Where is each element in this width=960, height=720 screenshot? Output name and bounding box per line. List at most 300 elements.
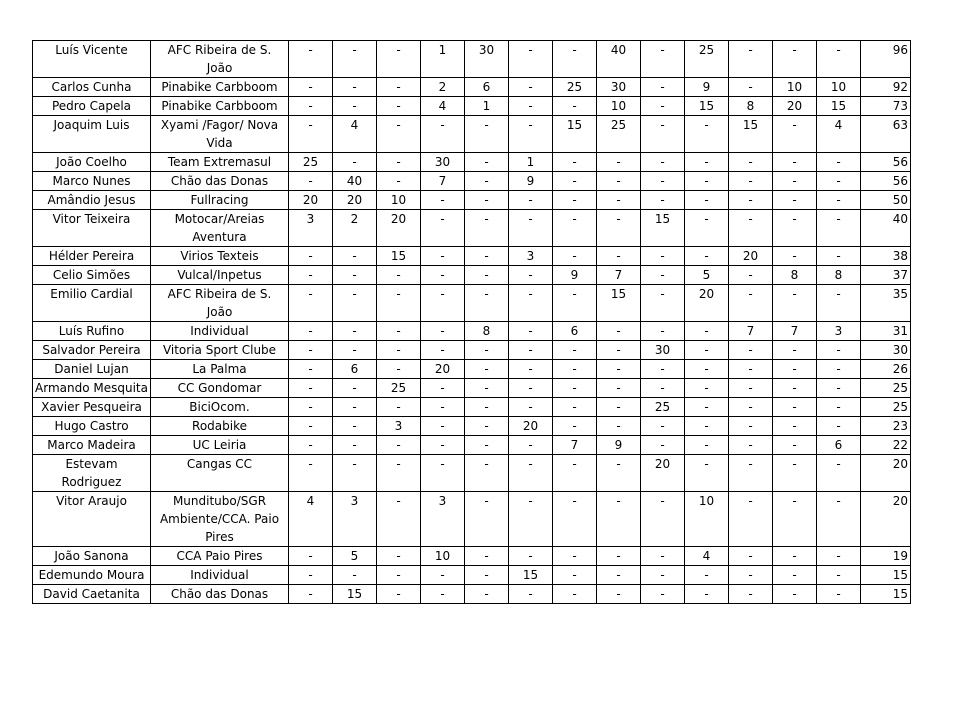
table-row: [33, 97, 911, 116]
points-cell: 40: [597, 41, 641, 78]
points-cell: -: [817, 398, 861, 417]
rider-name-cell: Luís Vicente: [33, 41, 151, 78]
points-cell: -: [333, 398, 377, 417]
points-cell: -: [289, 41, 333, 78]
points-cell: 7: [553, 436, 597, 455]
points-cell: -: [729, 41, 773, 78]
points-cell: -: [289, 436, 333, 455]
table-row: [33, 585, 911, 604]
points-cell: -: [641, 436, 685, 455]
team-cell: Rodabike: [151, 417, 289, 436]
table-row: [33, 417, 911, 436]
points-cell: -: [509, 360, 553, 379]
points-cell: 10: [773, 78, 817, 97]
rider-name-cell: Daniel Lujan: [33, 360, 151, 379]
points-cell: -: [685, 398, 729, 417]
table-row: [33, 78, 911, 97]
total-cell: 15: [861, 585, 911, 604]
points-cell: -: [597, 566, 641, 585]
team-cell: Individual: [151, 322, 289, 341]
points-cell: -: [773, 417, 817, 436]
points-cell: -: [465, 585, 509, 604]
rider-name-cell: Edemundo Moura: [33, 566, 151, 585]
points-cell: -: [641, 41, 685, 78]
points-cell: -: [465, 247, 509, 266]
points-cell: -: [289, 116, 333, 153]
points-cell: 10: [817, 78, 861, 97]
total-cell: 25: [861, 398, 911, 417]
points-cell: -: [773, 41, 817, 78]
points-cell: -: [465, 116, 509, 153]
rider-name-cell: Marco Madeira: [33, 436, 151, 455]
points-cell: 40: [333, 172, 377, 191]
points-cell: -: [685, 341, 729, 360]
total-cell: 73: [861, 97, 911, 116]
points-cell: -: [773, 285, 817, 322]
points-cell: -: [597, 547, 641, 566]
points-cell: 10: [377, 191, 421, 210]
points-cell: 1: [509, 153, 553, 172]
team-cell: Virios Texteis: [151, 247, 289, 266]
team-cell: Pinabike Carbboom: [151, 97, 289, 116]
table-body: [33, 41, 911, 604]
points-cell: -: [597, 247, 641, 266]
points-cell: -: [553, 341, 597, 360]
points-cell: -: [729, 436, 773, 455]
team-cell: Chão das Donas: [151, 585, 289, 604]
points-cell: -: [641, 153, 685, 172]
points-cell: -: [729, 455, 773, 492]
points-cell: -: [729, 191, 773, 210]
points-cell: 10: [421, 547, 465, 566]
points-cell: -: [597, 153, 641, 172]
table-row: [33, 341, 911, 360]
total-cell: 35: [861, 285, 911, 322]
points-cell: -: [509, 322, 553, 341]
rider-name-cell: Joaquim Luis: [33, 116, 151, 153]
points-cell: -: [597, 341, 641, 360]
team-cell: Vulcal/Inpetus: [151, 266, 289, 285]
points-cell: 25: [553, 78, 597, 97]
rider-name-cell: Emilio Cardial: [33, 285, 151, 322]
points-cell: -: [641, 266, 685, 285]
total-cell: 23: [861, 417, 911, 436]
points-cell: -: [553, 210, 597, 247]
rider-name-cell: Hélder Pereira: [33, 247, 151, 266]
points-cell: -: [465, 153, 509, 172]
points-cell: -: [421, 341, 465, 360]
points-cell: -: [641, 78, 685, 97]
table-row: [33, 398, 911, 417]
table-row: [33, 547, 911, 566]
points-cell: -: [773, 379, 817, 398]
table-row: [33, 266, 911, 285]
points-cell: -: [421, 417, 465, 436]
points-cell: -: [377, 436, 421, 455]
total-cell: 25: [861, 379, 911, 398]
team-cell: Munditubo/SGR Ambiente/CCA. Paio Pires: [151, 492, 289, 547]
table-row: [33, 322, 911, 341]
points-cell: -: [421, 455, 465, 492]
points-cell: -: [685, 360, 729, 379]
points-cell: 15: [377, 247, 421, 266]
points-cell: 10: [597, 97, 641, 116]
team-cell: CCA Paio Pires: [151, 547, 289, 566]
points-cell: -: [729, 172, 773, 191]
points-cell: -: [729, 341, 773, 360]
points-cell: -: [465, 455, 509, 492]
points-cell: -: [333, 322, 377, 341]
points-cell: -: [553, 566, 597, 585]
points-cell: 8: [773, 266, 817, 285]
points-cell: -: [289, 266, 333, 285]
points-cell: -: [685, 116, 729, 153]
table-row: [33, 566, 911, 585]
points-cell: -: [333, 285, 377, 322]
points-cell: 7: [773, 322, 817, 341]
points-cell: -: [333, 153, 377, 172]
points-cell: -: [597, 172, 641, 191]
points-cell: -: [817, 172, 861, 191]
points-cell: 20: [773, 97, 817, 116]
points-cell: 9: [553, 266, 597, 285]
table-row: [33, 436, 911, 455]
results-table: [32, 40, 911, 604]
points-cell: -: [685, 455, 729, 492]
points-cell: 2: [333, 210, 377, 247]
points-cell: 20: [333, 191, 377, 210]
points-cell: -: [509, 41, 553, 78]
total-cell: 31: [861, 322, 911, 341]
points-cell: -: [377, 547, 421, 566]
points-cell: -: [773, 210, 817, 247]
points-cell: -: [817, 153, 861, 172]
points-cell: -: [377, 285, 421, 322]
points-cell: -: [641, 566, 685, 585]
points-cell: -: [465, 417, 509, 436]
points-cell: 3: [509, 247, 553, 266]
points-cell: -: [421, 266, 465, 285]
points-cell: 9: [597, 436, 641, 455]
points-cell: 25: [289, 153, 333, 172]
total-cell: 56: [861, 153, 911, 172]
points-cell: -: [685, 585, 729, 604]
points-cell: -: [333, 247, 377, 266]
points-cell: 3: [421, 492, 465, 547]
points-cell: -: [289, 379, 333, 398]
points-cell: -: [465, 436, 509, 455]
rider-name-cell: Vitor Teixeira: [33, 210, 151, 247]
points-cell: -: [817, 566, 861, 585]
points-cell: 20: [289, 191, 333, 210]
team-cell: AFC Ribeira de S. João: [151, 41, 289, 78]
points-cell: -: [817, 210, 861, 247]
points-cell: -: [553, 417, 597, 436]
points-cell: -: [553, 285, 597, 322]
points-cell: -: [289, 398, 333, 417]
points-cell: -: [773, 172, 817, 191]
points-cell: 15: [553, 116, 597, 153]
points-cell: 20: [377, 210, 421, 247]
points-cell: -: [333, 566, 377, 585]
table-row: [33, 153, 911, 172]
points-cell: -: [289, 547, 333, 566]
points-cell: -: [553, 172, 597, 191]
points-cell: 4: [685, 547, 729, 566]
points-cell: 4: [333, 116, 377, 153]
total-cell: 50: [861, 191, 911, 210]
points-cell: -: [421, 322, 465, 341]
points-cell: -: [377, 116, 421, 153]
total-cell: 15: [861, 566, 911, 585]
points-cell: -: [377, 41, 421, 78]
points-cell: -: [509, 97, 553, 116]
points-cell: -: [641, 116, 685, 153]
points-cell: -: [729, 266, 773, 285]
points-cell: -: [553, 41, 597, 78]
points-cell: -: [377, 153, 421, 172]
rider-name-cell: Xavier Pesqueira: [33, 398, 151, 417]
points-cell: -: [465, 547, 509, 566]
total-cell: 56: [861, 172, 911, 191]
points-cell: 6: [817, 436, 861, 455]
points-cell: -: [465, 360, 509, 379]
points-cell: -: [377, 455, 421, 492]
team-cell: BiciOcom.: [151, 398, 289, 417]
points-cell: 30: [597, 78, 641, 97]
points-cell: -: [509, 116, 553, 153]
points-cell: 4: [421, 97, 465, 116]
points-cell: -: [377, 172, 421, 191]
points-cell: -: [509, 585, 553, 604]
points-cell: -: [773, 360, 817, 379]
points-cell: -: [509, 436, 553, 455]
points-cell: -: [553, 191, 597, 210]
points-cell: -: [333, 379, 377, 398]
points-cell: -: [333, 266, 377, 285]
total-cell: 38: [861, 247, 911, 266]
points-cell: -: [641, 417, 685, 436]
points-cell: -: [333, 341, 377, 360]
points-cell: -: [289, 247, 333, 266]
points-cell: 6: [465, 78, 509, 97]
points-cell: -: [465, 285, 509, 322]
points-cell: 6: [333, 360, 377, 379]
table-row: [33, 116, 911, 153]
points-cell: -: [509, 285, 553, 322]
rider-name-cell: Estevam Rodriguez: [33, 455, 151, 492]
points-cell: -: [509, 78, 553, 97]
points-cell: 20: [685, 285, 729, 322]
points-cell: -: [421, 398, 465, 417]
rider-name-cell: João Coelho: [33, 153, 151, 172]
points-cell: 3: [333, 492, 377, 547]
points-cell: -: [421, 210, 465, 247]
points-cell: -: [553, 398, 597, 417]
team-cell: Xyami /Fagor/ Nova Vida: [151, 116, 289, 153]
points-cell: 30: [641, 341, 685, 360]
points-cell: -: [509, 398, 553, 417]
points-cell: 3: [817, 322, 861, 341]
points-cell: -: [553, 153, 597, 172]
points-cell: -: [773, 436, 817, 455]
points-cell: -: [685, 436, 729, 455]
points-cell: 15: [729, 116, 773, 153]
points-cell: 7: [597, 266, 641, 285]
points-cell: -: [817, 360, 861, 379]
points-cell: -: [289, 585, 333, 604]
table-row: [33, 455, 911, 492]
points-cell: -: [641, 191, 685, 210]
points-cell: -: [465, 191, 509, 210]
rider-name-cell: Luís Rufino: [33, 322, 151, 341]
table-row: [33, 379, 911, 398]
points-cell: -: [685, 172, 729, 191]
table-row: [33, 247, 911, 266]
points-cell: -: [377, 360, 421, 379]
points-cell: 20: [509, 417, 553, 436]
points-cell: 7: [421, 172, 465, 191]
points-cell: -: [641, 285, 685, 322]
points-cell: -: [817, 285, 861, 322]
points-cell: -: [729, 398, 773, 417]
points-cell: -: [509, 266, 553, 285]
points-cell: -: [553, 379, 597, 398]
points-cell: -: [421, 191, 465, 210]
points-cell: -: [377, 492, 421, 547]
points-cell: -: [817, 455, 861, 492]
points-cell: -: [421, 436, 465, 455]
team-cell: Pinabike Carbboom: [151, 78, 289, 97]
points-cell: -: [773, 116, 817, 153]
points-cell: -: [597, 379, 641, 398]
points-cell: -: [597, 585, 641, 604]
points-cell: -: [641, 547, 685, 566]
points-cell: -: [509, 341, 553, 360]
points-cell: -: [597, 492, 641, 547]
points-cell: -: [465, 379, 509, 398]
points-cell: -: [553, 97, 597, 116]
points-cell: -: [333, 417, 377, 436]
points-cell: -: [817, 247, 861, 266]
rider-name-cell: Amândio Jesus: [33, 191, 151, 210]
rider-name-cell: David Caetanita: [33, 585, 151, 604]
points-cell: -: [773, 455, 817, 492]
points-cell: -: [773, 247, 817, 266]
table-row: [33, 172, 911, 191]
rider-name-cell: Armando Mesquita: [33, 379, 151, 398]
points-cell: -: [553, 455, 597, 492]
points-cell: -: [685, 322, 729, 341]
total-cell: 92: [861, 78, 911, 97]
points-cell: -: [509, 210, 553, 247]
points-cell: -: [465, 398, 509, 417]
points-cell: -: [773, 398, 817, 417]
points-cell: 8: [465, 322, 509, 341]
points-cell: -: [773, 585, 817, 604]
points-cell: 9: [685, 78, 729, 97]
points-cell: 3: [289, 210, 333, 247]
points-cell: -: [377, 341, 421, 360]
points-cell: -: [377, 585, 421, 604]
points-cell: -: [685, 417, 729, 436]
table-row: [33, 191, 911, 210]
points-cell: -: [773, 153, 817, 172]
points-cell: 20: [641, 455, 685, 492]
team-cell: Motocar/Areias Aventura: [151, 210, 289, 247]
team-cell: AFC Ribeira de S. João: [151, 285, 289, 322]
points-cell: -: [465, 210, 509, 247]
points-cell: 2: [421, 78, 465, 97]
points-cell: -: [333, 78, 377, 97]
total-cell: 22: [861, 436, 911, 455]
table-row: [33, 492, 911, 547]
team-cell: Chão das Donas: [151, 172, 289, 191]
points-cell: -: [377, 322, 421, 341]
rider-name-cell: Salvador Pereira: [33, 341, 151, 360]
points-cell: -: [773, 547, 817, 566]
points-cell: -: [377, 398, 421, 417]
points-cell: -: [465, 172, 509, 191]
points-cell: -: [773, 191, 817, 210]
rider-name-cell: Marco Nunes: [33, 172, 151, 191]
points-cell: 5: [333, 547, 377, 566]
team-cell: Cangas CC: [151, 455, 289, 492]
points-cell: 7: [729, 322, 773, 341]
points-cell: -: [333, 41, 377, 78]
points-cell: -: [465, 492, 509, 547]
points-cell: -: [421, 566, 465, 585]
points-cell: -: [641, 322, 685, 341]
rider-name-cell: Vitor Araujo: [33, 492, 151, 547]
points-cell: -: [289, 285, 333, 322]
total-cell: 40: [861, 210, 911, 247]
points-cell: 8: [817, 266, 861, 285]
table-row: [33, 285, 911, 322]
points-cell: 20: [421, 360, 465, 379]
points-cell: -: [377, 78, 421, 97]
points-cell: -: [641, 247, 685, 266]
points-cell: -: [553, 247, 597, 266]
points-cell: -: [553, 492, 597, 547]
points-cell: -: [817, 191, 861, 210]
total-cell: 19: [861, 547, 911, 566]
points-cell: -: [509, 379, 553, 398]
points-cell: 4: [817, 116, 861, 153]
points-cell: 1: [421, 41, 465, 78]
points-cell: -: [421, 585, 465, 604]
points-cell: -: [729, 547, 773, 566]
points-cell: -: [289, 566, 333, 585]
points-cell: -: [773, 492, 817, 547]
points-cell: -: [597, 210, 641, 247]
total-cell: 20: [861, 455, 911, 492]
points-cell: -: [421, 379, 465, 398]
points-cell: -: [641, 585, 685, 604]
points-cell: -: [289, 417, 333, 436]
points-cell: 5: [685, 266, 729, 285]
points-cell: -: [641, 97, 685, 116]
points-cell: -: [729, 566, 773, 585]
points-cell: -: [597, 417, 641, 436]
points-cell: -: [289, 455, 333, 492]
points-cell: -: [377, 97, 421, 116]
points-cell: -: [289, 322, 333, 341]
table-row: [33, 360, 911, 379]
rider-name-cell: Hugo Castro: [33, 417, 151, 436]
points-cell: -: [465, 266, 509, 285]
points-cell: 25: [685, 41, 729, 78]
